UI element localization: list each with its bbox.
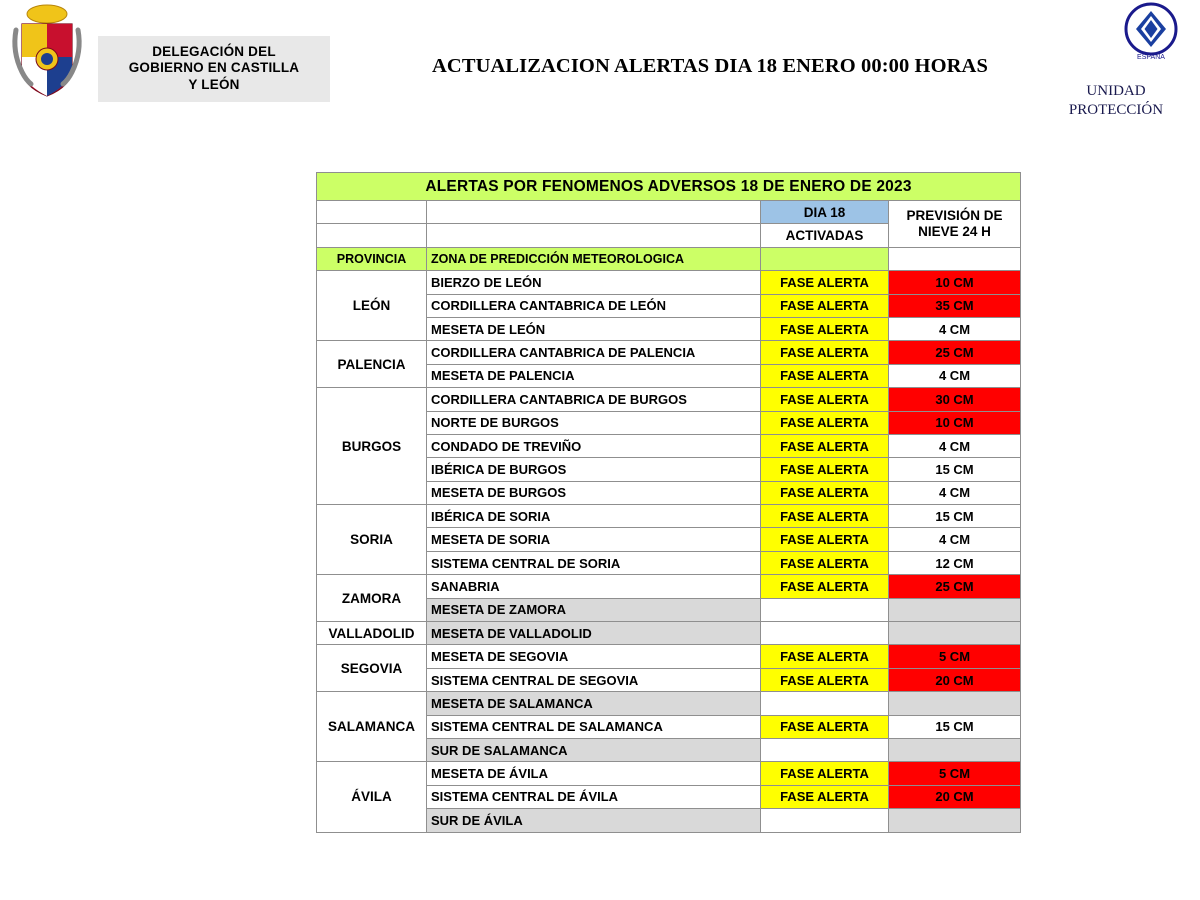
delegation-line-1: DELEGACIÓN DEL: [152, 44, 276, 59]
province-cell: BURGOS: [317, 388, 427, 505]
column-header-activadas-fill: [761, 247, 889, 270]
zone-cell: SISTEMA CENTRAL DE SEGOVIA: [427, 668, 761, 691]
snow-forecast-cell: 25 CM: [889, 575, 1021, 598]
snow-forecast-cell: 5 CM: [889, 762, 1021, 785]
table-row: [317, 388, 1021, 411]
alert-status-cell: [761, 809, 889, 832]
province-cell: VALLADOLID: [317, 622, 427, 645]
snow-forecast-cell: 4 CM: [889, 317, 1021, 340]
table-row: [317, 271, 1021, 294]
snow-forecast-cell: 20 CM: [889, 668, 1021, 691]
table-row: [317, 622, 1021, 645]
snow-forecast-cell: 4 CM: [889, 481, 1021, 504]
page-header: [0, 0, 1200, 140]
snow-forecast-cell: 20 CM: [889, 785, 1021, 808]
zone-cell: MESETA DE BURGOS: [427, 481, 761, 504]
zone-cell: MESETA DE SORIA: [427, 528, 761, 551]
snow-forecast-cell: 12 CM: [889, 551, 1021, 574]
header-activadas: ACTIVADAS: [761, 224, 889, 247]
snow-forecast-cell: 15 CM: [889, 505, 1021, 528]
table-banner-row: [317, 173, 1021, 201]
alert-status-cell: FASE ALERTA: [761, 668, 889, 691]
spain-coat-of-arms-icon: [8, 2, 86, 98]
zone-cell: BIERZO DE LEÓN: [427, 271, 761, 294]
alert-status-cell: FASE ALERTA: [761, 364, 889, 387]
alert-status-cell: FASE ALERTA: [761, 271, 889, 294]
snow-forecast-cell: 4 CM: [889, 434, 1021, 457]
blank-header-cell-3: [317, 224, 427, 247]
table-row: [317, 505, 1021, 528]
page-title: ACTUALIZACION ALERTAS DIA 18 ENERO 00:00 HORAS: [432, 55, 988, 77]
snow-forecast-cell: 4 CM: [889, 364, 1021, 387]
province-cell: SEGOVIA: [317, 645, 427, 692]
snow-forecast-cell: 10 CM: [889, 411, 1021, 434]
upm-line-2: PROTECCIÓN: [1068, 101, 1164, 118]
delegation-line-2: GOBIERNO EN CASTILLA: [128, 60, 300, 76]
snow-forecast-cell: 10 CM: [889, 271, 1021, 294]
alert-status-cell: FASE ALERTA: [761, 434, 889, 457]
alert-status-cell: [761, 692, 889, 715]
zone-cell: MESETA DE VALLADOLID: [427, 622, 761, 645]
delegation-title-box: [98, 36, 330, 102]
zone-cell: MESETA DE LEÓN: [427, 317, 761, 340]
alert-status-cell: FASE ALERTA: [761, 551, 889, 574]
zone-cell: MESETA DE SALAMANCA: [427, 692, 761, 715]
alert-status-cell: FASE ALERTA: [761, 481, 889, 504]
alert-status-cell: FASE ALERTA: [761, 575, 889, 598]
header-prevision-line-1: PREVISIÓN DE: [906, 208, 1003, 224]
alert-status-cell: [761, 738, 889, 761]
zone-cell: CORDILLERA CANTABRICA DE PALENCIA: [427, 341, 761, 364]
alert-status-cell: FASE ALERTA: [761, 715, 889, 738]
snow-forecast-cell: 5 CM: [889, 645, 1021, 668]
zone-cell: CORDILLERA CANTABRICA DE LEÓN: [427, 294, 761, 317]
zone-cell: IBÉRICA DE BURGOS: [427, 458, 761, 481]
table-header-row-1: [317, 201, 1021, 224]
province-cell: SORIA: [317, 505, 427, 575]
zone-cell: CORDILLERA CANTABRICA DE BURGOS: [427, 388, 761, 411]
upm-line-1: UNIDAD: [1086, 83, 1146, 99]
alerts-table: [316, 172, 1021, 833]
table-row: [317, 692, 1021, 715]
table-row: [317, 762, 1021, 785]
zone-cell: SANABRIA: [427, 575, 761, 598]
alert-status-cell: FASE ALERTA: [761, 317, 889, 340]
zone-cell: SISTEMA CENTRAL DE SORIA: [427, 551, 761, 574]
snow-forecast-cell: 15 CM: [889, 715, 1021, 738]
snow-forecast-cell: [889, 622, 1021, 645]
column-header-prevision-fill: [889, 247, 1021, 270]
blank-header-cell-2: [427, 201, 761, 224]
zone-cell: MESETA DE ÁVILA: [427, 762, 761, 785]
snow-forecast-cell: [889, 809, 1021, 832]
column-header-provincia: PROVINCIA: [317, 247, 427, 270]
zone-cell: SISTEMA CENTRAL DE SALAMANCA: [427, 715, 761, 738]
alert-status-cell: FASE ALERTA: [761, 645, 889, 668]
header-prevision-line-2: NIEVE 24 H: [918, 223, 991, 239]
zone-cell: IBÉRICA DE SORIA: [427, 505, 761, 528]
alert-status-cell: FASE ALERTA: [761, 458, 889, 481]
snow-forecast-cell: [889, 738, 1021, 761]
upm-label: [1026, 82, 1200, 120]
snow-forecast-cell: 30 CM: [889, 388, 1021, 411]
zone-cell: NORTE DE BURGOS: [427, 411, 761, 434]
table-banner: ALERTAS POR FENOMENOS ADVERSOS 18 DE ENERO DE 2023: [317, 173, 1021, 201]
snow-forecast-cell: 25 CM: [889, 341, 1021, 364]
column-header-zona: ZONA DE PREDICCIÓN METEOROLOGICA: [427, 247, 761, 270]
blank-header-cell-1: [317, 201, 427, 224]
zone-cell: SUR DE ÁVILA: [427, 809, 761, 832]
province-cell: ÁVILA: [317, 762, 427, 832]
table-row: [317, 645, 1021, 668]
civil-protection-emblem-icon: [1124, 2, 1178, 64]
alert-status-cell: [761, 622, 889, 645]
alert-status-cell: FASE ALERTA: [761, 505, 889, 528]
header-dia: DIA 18: [761, 201, 889, 224]
alert-status-cell: FASE ALERTA: [761, 785, 889, 808]
delegation-line-3: Y LEÓN: [188, 76, 240, 92]
table-row: [317, 575, 1021, 598]
snow-forecast-cell: [889, 598, 1021, 621]
zone-cell: SUR DE SALAMANCA: [427, 738, 761, 761]
alerts-table-container: [316, 172, 1021, 833]
alert-status-cell: FASE ALERTA: [761, 762, 889, 785]
zone-cell: MESETA DE SEGOVIA: [427, 645, 761, 668]
province-cell: LEÓN: [317, 271, 427, 341]
svg-text:ESPAÑA: ESPAÑA: [1137, 54, 1165, 61]
province-cell: PALENCIA: [317, 341, 427, 388]
snow-forecast-cell: 35 CM: [889, 294, 1021, 317]
alert-status-cell: FASE ALERTA: [761, 411, 889, 434]
table-column-header-row: [317, 247, 1021, 270]
zone-cell: SISTEMA CENTRAL DE ÁVILA: [427, 785, 761, 808]
alert-status-cell: FASE ALERTA: [761, 294, 889, 317]
header-prevision: [889, 201, 1021, 248]
province-cell: SALAMANCA: [317, 692, 427, 762]
zone-cell: MESETA DE ZAMORA: [427, 598, 761, 621]
alert-status-cell: [761, 598, 889, 621]
zone-cell: MESETA DE PALENCIA: [427, 364, 761, 387]
alert-status-cell: FASE ALERTA: [761, 528, 889, 551]
alert-status-cell: FASE ALERTA: [761, 341, 889, 364]
blank-header-cell-4: [427, 224, 761, 247]
snow-forecast-cell: [889, 692, 1021, 715]
zone-cell: CONDADO DE TREVIÑO: [427, 434, 761, 457]
alert-status-cell: FASE ALERTA: [761, 388, 889, 411]
province-cell: ZAMORA: [317, 575, 427, 622]
table-row: [317, 341, 1021, 364]
snow-forecast-cell: 15 CM: [889, 458, 1021, 481]
snow-forecast-cell: 4 CM: [889, 528, 1021, 551]
